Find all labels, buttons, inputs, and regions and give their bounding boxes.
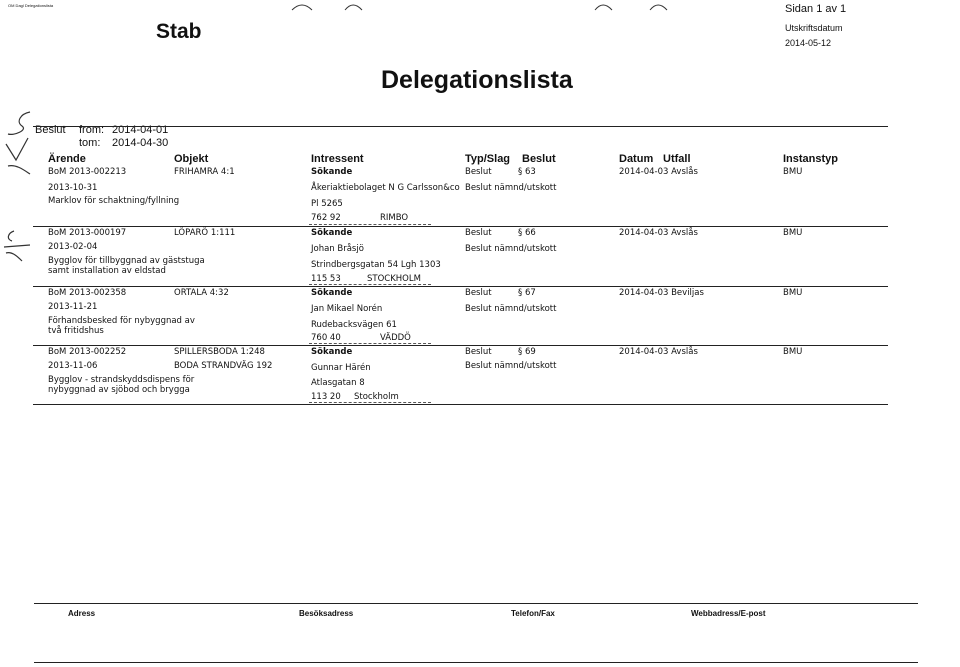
row-typ2: Beslut nämnd/utskott [465,183,557,193]
row-datum-utfall: 2014-04-03 Avslås [619,167,698,177]
address-underline [309,224,431,225]
row-arende: BoM 2013-000197 [48,228,127,238]
col-utfall: Utfall [663,153,691,165]
col-objekt: Objekt [174,153,209,165]
col-datum: Datum [619,153,654,165]
row-role: Sökande [311,228,353,238]
row-typ: Beslut [465,288,492,298]
row-city: STOCKHOLM [367,274,421,284]
row-name: Johan Bråsjö [311,244,364,254]
row-beslut-no: § 69 [518,347,536,357]
row-divider [33,226,888,227]
row-typ: Beslut [465,228,492,238]
row-desc: Marklov för schaktning/fyllning [48,196,180,206]
row-typ2: Beslut nämnd/utskott [465,361,557,371]
signature-mark-2 [0,225,40,265]
period-from-date: 2014-04-01 [112,124,169,136]
row-role: Sökande [311,347,353,357]
address-underline [309,402,431,403]
row-zip: 760 40 [311,333,341,343]
col-beslut: Beslut [522,153,556,165]
row-typ2: Beslut nämnd/utskott [465,244,557,254]
footer-bottom-rule [34,662,918,663]
row-name: Jan Mikael Norén [311,304,383,314]
row-city: Stockholm [354,392,399,402]
row-objekt: SPILLERSBODA 1:248 [174,347,265,357]
period-from-label: from: [79,124,105,136]
row-zip: 762 92 [311,213,341,223]
footer-web-email: Webbadress/E-post [691,609,766,618]
row-zip: 115 53 [311,274,341,284]
row-objekt2: BODA STRANDVÄG 192 [174,361,273,371]
row-divider [33,345,888,346]
row-instans: BMU [783,347,803,357]
col-typ: Typ/Slag [465,153,511,165]
footer-visiting-address: Besöksadress [299,609,354,618]
row-address: Pl 5265 [311,199,343,209]
page-title: Delegationslista [381,66,573,94]
row-city: RIMBO [380,213,409,223]
period-type: Beslut [35,124,66,136]
col-instanstyp: Instanstyp [783,153,839,165]
address-underline [309,343,431,344]
col-arende: Ärende [48,153,86,165]
footer-phone-fax: Telefon/Fax [511,609,555,618]
row-arende: BoM 2013-002358 [48,288,127,298]
signature-mark [2,108,34,178]
row-instans: BMU [783,288,803,298]
row-role: Sökande [311,167,353,177]
footer-rule [34,603,918,604]
row-objekt: LÖPARÖ 1:111 [174,228,236,238]
row-datum-utfall: 2014-04-03 Avslås [619,347,698,357]
top-rule [33,126,888,127]
page-number: Sidan 1 av 1 [785,3,847,15]
row-desc: Bygglov för tillbyggnad av gäststuga samt installation av eldstad [48,256,205,276]
row-divider [33,404,888,405]
row-typ2: Beslut nämnd/utskott [465,304,557,314]
print-date: 2014-05-12 [785,38,832,48]
row-city: VÄDDÖ [380,333,411,343]
top-strip-text: OM Dagl Delegationslista [8,3,54,8]
decorative-marks [290,0,690,14]
row-date: 2013-02-04 [48,242,98,252]
row-arende: BoM 2013-002252 [48,347,127,357]
row-zip: 113 20 [311,392,341,402]
row-beslut-no: § 63 [518,167,536,177]
col-intressent: Intressent [311,153,364,165]
row-instans: BMU [783,167,803,177]
row-objekt: ORTALA 4:32 [174,288,229,298]
row-desc: Bygglov - strandskyddsdispens för nybyggnad av sjöbod och brygga [48,375,195,395]
row-role: Sökande [311,288,353,298]
row-beslut-no: § 66 [518,228,536,238]
row-datum-utfall: 2014-04-03 Avslås [619,228,698,238]
period-to-label: tom: [79,137,101,149]
row-objekt: FRIHAMRA 4:1 [174,167,235,177]
department-title: Stab [156,20,202,43]
row-date: 2013-10-31 [48,183,98,193]
row-desc: Förhandsbesked för nybyggnad av två fritidshus [48,316,195,336]
row-address: Strindbergsgatan 54 Lgh 1303 [311,260,441,270]
row-typ: Beslut [465,167,492,177]
row-date: 2013-11-06 [48,361,98,371]
print-date-label: Utskriftsdatum [785,23,843,33]
row-beslut-no: § 67 [518,288,536,298]
address-underline [309,284,431,285]
row-typ: Beslut [465,347,492,357]
row-name: Gunnar Härén [311,363,371,373]
period-to-date: 2014-04-30 [112,137,169,149]
row-name: Åkeriaktiebolaget N G Carlsson&co [311,183,460,193]
row-arende: BoM 2013-002213 [48,167,127,177]
footer-address: Adress [68,609,96,618]
row-address: Atlasgatan 8 [311,378,365,388]
row-date: 2013-11-21 [48,302,98,312]
row-address: Rudebacksvägen 61 [311,320,397,330]
row-datum-utfall: 2014-04-03 Beviljas [619,288,704,298]
row-divider [33,286,888,287]
row-instans: BMU [783,228,803,238]
